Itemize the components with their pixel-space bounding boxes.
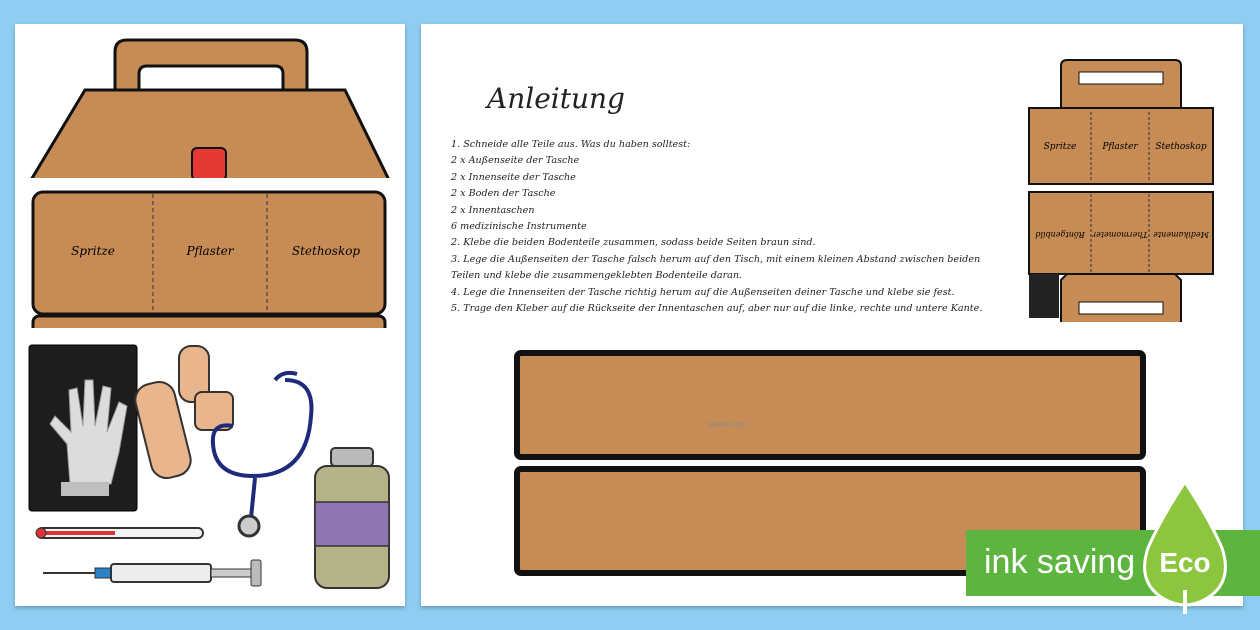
pocket-label: Pflaster — [186, 244, 234, 258]
instruction-step: 4. Lege die Innenseiten der Tasche richtig herum auf die Außenseiten deiner Tasche und klebe sie fest. — [451, 286, 955, 298]
instruction-subitem: 2 x Außenseite der Tasche — [451, 155, 580, 167]
instruction-step-continued: Teilen und klebe die zusammengeklebten Bodenteile daran. — [451, 270, 743, 282]
finished-bag-preview — [1021, 52, 1221, 322]
bag-cutout-illustration — [15, 24, 405, 606]
ink-saving-label: ink saving — [984, 543, 1136, 581]
instruction-step: 5. Trage den Kleber auf die Rückseite der Innentaschen auf, aber nur auf die linke, rechte und untere Kante. — [451, 303, 983, 315]
instruction-step: 3. Lege die Außenseiten der Tasche falsch herum auf den Tisch, mit einem kleinen Abstand zwischen beiden — [451, 253, 981, 265]
instruction-subitem: 6 medizinische Instrumente — [451, 221, 587, 233]
pocket-label: Stethoskop — [291, 244, 361, 258]
left-cutout-sheet — [15, 24, 405, 606]
instructions-title: Anleitung — [487, 82, 625, 115]
preview-pocket-label: Stethoskop — [1155, 142, 1207, 152]
instruction-step: 1. Schneide alle Teile aus. Was du haben solltest: — [451, 139, 691, 150]
medicine-jar-icon — [315, 448, 389, 588]
pocket-label: Spritze — [71, 244, 115, 258]
xray-icon — [29, 345, 137, 511]
preview-pocket-label: Spritze — [1043, 142, 1077, 152]
eco-leaf-icon — [1138, 480, 1232, 616]
thermometer-icon — [36, 528, 203, 538]
preview-pocket-label: Pflaster — [1102, 142, 1138, 152]
instruction-subitem: 2 x Innenseite der Tasche — [451, 171, 576, 183]
instruction-subitem: 2 x Innentaschen — [451, 204, 535, 216]
instruction-steps — [451, 137, 1036, 317]
preview-pocket-label: Thermometer — [1092, 230, 1148, 239]
instruction-subitem: 2 x Boden der Tasche — [451, 188, 556, 200]
instruction-sheet — [421, 24, 1243, 606]
instruction-step: 2. Klebe die beiden Bodenteile zusammen, sodass beide Seiten braun sind. — [451, 237, 816, 249]
bag-handle — [115, 40, 307, 94]
preview-pocket-label: Röntgenbild — [1035, 230, 1085, 239]
bag-base-strip — [514, 350, 1146, 460]
watermark: twinkl.com — [708, 420, 746, 429]
preview-pocket-label: Medikamente — [1153, 230, 1209, 239]
bag-clasp — [192, 148, 226, 180]
eco-label: Eco — [1159, 547, 1211, 578]
